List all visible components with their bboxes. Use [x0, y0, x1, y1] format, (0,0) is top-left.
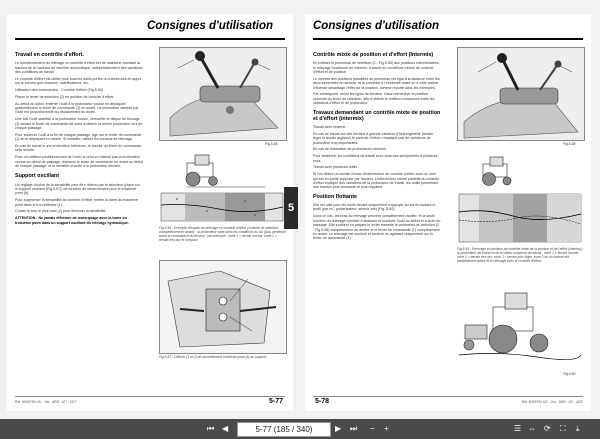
paragraph: Dans ce cas, les bras du relevage peuvent complètement osciller, et la seule fonction du relevage consiste à abaisser et soulever l'outil au début et à la fin du passage. Elle s'obtient en plaçant le levier manette le pommeau de sélection (2 - Fig.5-58) complètement en arrière et le levier de commande (1) complètement en avant. Le relevage est soulevé et soulevé en agissant uniquement sur le levier de commande (1).	[313, 214, 441, 241]
paragraph: Elle est utile pour les outils devant uniquement s'appuyer au sol en suivant le profil (par ex., pulvérisateur, semoir, etc) (Fig. 5-60).	[313, 203, 436, 212]
figure-label: Fig.5-58	[563, 142, 576, 146]
right-page	[305, 14, 591, 411]
bullet: Au début du sillon, enterrer l'outil à la profondeur voulue en déplaçant graduellement le levier de commande (1) en avant. La profondeur atteinte par l'outil est proportionnelle au déplacement du levier.	[15, 101, 139, 115]
paragraph: En mettant le pommeau de sélection (2 - Fig.5-58) aux positions intermédiaires, le relevage fonctionne en intermix, à savoir en conditions mixtes de contrôle d'effort et de position.	[313, 61, 440, 75]
paragraph: Choisir le trou le plus haut (2) pour diminuer la sensibilité.	[15, 209, 107, 214]
header-rule	[15, 38, 285, 40]
bullet: Pour soulever l'outil à la fin de chaque passage, agir sur le levier de commande (1) en le déplaçant en arrière. Si installée, utiliser les boutons de relevage.	[15, 132, 142, 142]
bullet: Pour un meilleur positionnement de l'outil, si celui-ci n'atteint pas la profondeur voulue en début de passage, déplacer le levier de commande en avant au début de chaque passage, et le remettre ensuite à la profondeur désirée.	[15, 155, 143, 169]
fit-width-icon[interactable]: ⇔	[528, 424, 536, 433]
figure-caption: Fig.5-59 - Relevage en position de contrôle mixte de la position et de l'effort (intermix) : la profondeur de travail et de la valeur moyenne du travail - zone 1 = terrain normal, zone 2 = terrain très dur, zone 3 = terrain plus léger, zone 3 où la charrue est partiellement active et le relevage avec le contrôle d'effort.	[457, 247, 584, 263]
footer-rule	[15, 396, 285, 397]
section-title: Contrôle mixte de position et d'effort (Intermix)	[313, 52, 434, 58]
section-title: Support oscillant	[15, 173, 60, 180]
paragraph: Travail avec plusieurs outils :	[313, 165, 360, 170]
page-number: 5-77	[268, 398, 283, 405]
page-number-input[interactable]: 5-77 (185 / 340)	[237, 422, 331, 437]
paragraph: Le contrôle d'effort est utilisé pour tous les outils portés ou traînés tout en appui sur le sol tels que charrues, scarificateurs, etc.	[15, 76, 142, 86]
bullet: Une fois l'outil stabilisé à la profondeur voulue, verrouiller le disque de blocage (3) devant le levier de commande de sorte à obtenir la même profondeur lors de chaque passage.	[15, 117, 143, 131]
lever-illustration	[160, 48, 286, 140]
footer-reference: Réf. 6005790 US - Jris - AEB - ATI - ADT	[521, 400, 583, 404]
figure-tractor-terrain	[159, 149, 285, 223]
floating-illustration	[457, 289, 583, 369]
viewer-toolbar	[0, 419, 600, 439]
header-rule	[313, 38, 583, 40]
figure-selector-lever	[457, 47, 585, 141]
figure-label: Fig.5-60	[563, 372, 576, 376]
tractor-terrain-illustration	[159, 149, 285, 223]
list-item: En cas de travail sur des terrains à grande variation d'hétérogénéité (terrain léger et terrain argileux) le contrôle d'effort n'implique pas de variations de profondeur trop importantes.	[313, 131, 434, 145]
fullscreen-icon[interactable]: ⛶	[560, 424, 566, 433]
page-number: 5-78	[315, 398, 330, 405]
next-page-icon[interactable]: ▶	[335, 424, 342, 433]
last-page-icon[interactable]: ⏭	[350, 424, 358, 433]
bullet: En cas de travail à une profondeur inférieure, le courbe du levier de commande sera réduite.	[15, 144, 142, 153]
figure-oscillating-support	[159, 260, 287, 354]
list-item: En cas de réalisation de profondeurs minimes.	[313, 147, 387, 152]
bullet: Placer le levier de sélection (2) en position de contrôle d'effort.	[15, 94, 115, 99]
paragraph: Travail avec charrue :	[313, 125, 348, 130]
figure-lever-controls	[159, 47, 287, 141]
intermix-illustration	[457, 154, 583, 244]
first-page-icon[interactable]: ⏮	[207, 424, 215, 433]
paragraph: Utilisation des commandes - Contrôle d'effort (Fig.5-55)	[15, 88, 104, 93]
rotate-icon[interactable]: ⟳	[544, 424, 551, 433]
paragraph: Le nombre des positions possibles du pommeau est égal à la distance entre les deux extrémités du secteur, et la proximité à l'extrémité avant ou à celle arrière influence davantage l'effet sur la position, comme reporté dans les exemples.	[313, 76, 440, 90]
page-header: Consignes d'utilisation	[147, 20, 274, 32]
section-title: Travaux demandant un contrôle mixte de position et d'effort (intermix)	[313, 109, 441, 122]
paragraph: Pour augmenter la sensibilité du contrôle d'effort, mettre la barre du troisième point dans le trou inférieur (1).	[15, 198, 138, 207]
list-item: Pour améliorer les conditions de travail avec charrues semiportées à plusieurs socs.	[313, 154, 438, 163]
section-title: Travail en contrôle d'effort.	[15, 52, 84, 58]
list-item: Si l'on désire un certain niveau d'intervention du contrôle d'effort avec un outil qui est en partie supporté par tracteur. L'intervention même partielle du contrôle d'effort implique des variations de la profondeur de travail, les outils permettant une traction plus constante et plus régulière.	[313, 172, 440, 190]
figure-floating-position	[457, 289, 583, 369]
download-icon[interactable]: ⤓	[576, 424, 580, 433]
attention-note: ATTENTION : Ne jamais effectuer de remorquage avec la barre du troisième point dans un support oscillant du relevage hydraulique.	[15, 216, 129, 225]
selector-illustration	[458, 48, 584, 140]
footer-reference: Réf. 6005790 US - Jris - AEB - ATI - ADT	[15, 400, 77, 404]
support-illustration	[160, 261, 286, 353]
figure-label: Fig.5-55	[265, 142, 278, 146]
bookmark-icon[interactable]: ☰	[514, 424, 522, 433]
left-page	[7, 14, 293, 411]
zoom-in-icon[interactable]: +	[384, 424, 389, 433]
paragraph: Un réglage d'usine de la sensibilité peut être obtenu par le sélecteur (placé sur le support oscillant (Fig.5-57)) de fonction de retournement pour le troisième point (8).	[15, 182, 140, 196]
section-tab: 5	[284, 187, 298, 229]
zoom-out-icon[interactable]: −	[370, 424, 375, 433]
footer-rule	[313, 396, 583, 397]
page-header: Consignes d'utilisation	[313, 20, 440, 32]
text-column	[15, 52, 143, 227]
paragraph: Le fonctionnement du relevage en contrôle d'effort est de maintenir constant la traction de la machine de manière automatique, indépendamment des variations des conditions de travail.	[15, 61, 143, 75]
figure-intermix-terrain	[457, 154, 583, 244]
paragraph: Par conséquent, selon les types de terrains, il faut rechercher la position optimale du levier de sélection, afin d'obtenir le meilleur compromis entre les variations d'effort et de profondeur.	[313, 92, 435, 106]
figure-caption: Fig.5-56 - Exemple d'emploi du relevage en contrôle d'effort (contrôle de sélection complètement en avant) : la profondeur varie avec les conditions du sol (plus pénétrant selon la consistance du terrain) : par exemple : zone 1 = terrain normal, zone 2 = terrain très dur et compact.	[159, 226, 287, 242]
section-title: Position flottante	[313, 193, 358, 200]
previous-page-icon[interactable]: ◀	[222, 424, 229, 433]
figure-caption: Fig.5-57 - Orifices (1 et 2) de raccordement troisième point (à) au support.	[159, 355, 267, 359]
text-column	[313, 52, 441, 243]
